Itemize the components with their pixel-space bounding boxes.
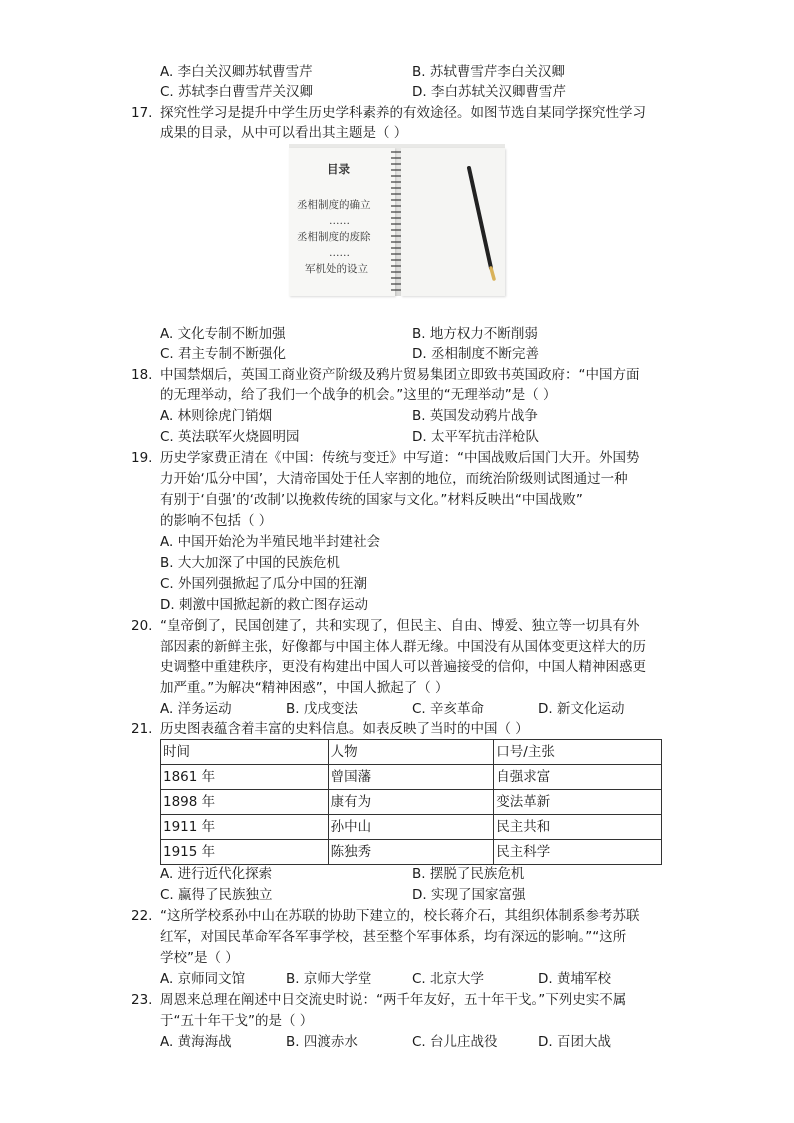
q19-stem-line2: 力开始‘瓜分中国’，大清帝国处于任人宰割的地位，而统治阶级则试图通过一种 (160, 471, 628, 487)
q19-option-c[interactable]: C. 外国列强掀起了瓜分中国的狂潮 (160, 576, 368, 592)
q16-option-d[interactable]: D. 李白苏轼关汉卿曹雪芹 (412, 84, 566, 100)
q17-number: 17. (131, 105, 153, 121)
q22-stem-line3: 学校”是（ ） (160, 950, 239, 966)
q19-number: 19. (131, 450, 153, 466)
notebook-ellipsis-1: …… (329, 215, 350, 227)
q17-stem-line1: 探究性学习是提升中学生历史学科素养的有效途径。如图节选自某同学探究性学习 (160, 105, 646, 121)
spiral-binding-icon (388, 146, 404, 296)
notebook-ellipsis-2: …… (329, 247, 350, 259)
q23-stem-line1: 周恩来总理在阐述中日交流史时说：“两千年友好，五十年干戈。”下列史实不属 (160, 992, 627, 1008)
table-row (161, 815, 662, 840)
q21-option-b[interactable]: B. 摆脱了民族危机 (412, 866, 525, 882)
q22-option-b[interactable]: B. 京师大学堂 (286, 971, 372, 987)
q23-option-a[interactable]: A. 黄海海战 (160, 1034, 232, 1050)
q21-option-a[interactable]: A. 进行近代化探索 (160, 866, 273, 882)
table-cell: 自强求富 (494, 765, 662, 790)
q22-option-c[interactable]: C. 北京大学 (412, 971, 485, 987)
q16-option-c[interactable]: C. 苏轼李白曹雪芹关汉卿 (160, 84, 314, 100)
q21-stem-line1: 历史图表蕴含着丰富的史料信息。如表反映了当时的中国（ ） (160, 721, 529, 737)
q23-option-c[interactable]: C. 台儿庄战役 (412, 1034, 498, 1050)
table-header-cell: 口号/主张 (494, 740, 662, 765)
table-cell: 康有为 (328, 790, 494, 815)
q21-option-d[interactable]: D. 实现了国家富强 (412, 887, 526, 903)
q17-stem-line2: 成果的目录，从中可以看出其主题是（ ） (160, 125, 408, 141)
table-cell: 1911 年 (161, 815, 329, 840)
q20-option-d[interactable]: D. 新文化运动 (538, 701, 625, 717)
q17-option-a[interactable]: A. 文化专制不断加强 (160, 326, 286, 342)
table-cell: 1861 年 (161, 765, 329, 790)
q22-option-a[interactable]: A. 京师同文馆 (160, 971, 246, 987)
q22-option-d[interactable]: D. 黄埔军校 (538, 971, 611, 987)
table-row (161, 840, 662, 865)
q20-stem-line1: “皇帝倒了，民国创建了，共和实现了，但民主、自由、博爱、独立等一切具有外 (160, 618, 640, 634)
q18-option-d[interactable]: D. 太平军抗击洋枪队 (412, 429, 539, 445)
table-cell: 变法革新 (494, 790, 662, 815)
table-cell: 孙中山 (328, 815, 494, 840)
q20-stem-line2: 部因素的新鲜主张，好像都与中国主体人群无缘。中国没有从国体变更这样大的历 (160, 639, 646, 655)
q20-stem-line3: 史调整中重建秩序，更没有构建出中国人可以普遍接受的信仰，中国人精神困惑更 (160, 659, 646, 675)
table-cell: 1915 年 (161, 840, 329, 865)
q19-option-b[interactable]: B. 大大加深了中国的民族危机 (160, 555, 340, 571)
q18-option-c[interactable]: C. 英法联军火烧圆明园 (160, 429, 300, 445)
q18-number: 18. (131, 367, 153, 383)
table-header-row (161, 740, 662, 765)
q21-table (160, 739, 662, 865)
q23-number: 23. (131, 992, 153, 1008)
notebook-item-2: 丞相制度的废除 (297, 231, 371, 243)
q18-option-a[interactable]: A. 林则徐虎门销烟 (160, 408, 273, 424)
q19-stem-line3: 有别于‘自强’的‘改制’以挽救传统的国家与文化。”材料反映出“中国战败” (160, 492, 583, 508)
table-cell: 陈独秀 (328, 840, 494, 865)
notebook-item-3: 军机处的设立 (305, 263, 368, 275)
q22-stem-line1: “这所学校系孙中山在苏联的协助下建立的，校长蒋介石，其组织体制系参考苏联 (160, 908, 640, 924)
pencil-icon (465, 164, 499, 282)
q20-option-b[interactable]: B. 戊戌变法 (286, 701, 358, 717)
q20-number: 20. (131, 618, 153, 634)
q20-option-a[interactable]: A. 洋务运动 (160, 701, 232, 717)
q16-option-a[interactable]: A. 李白关汉卿苏轼曹雪芹 (160, 64, 313, 80)
notebook-title: 目录 (327, 162, 350, 176)
q19-stem-line1: 历史学家费正清在《中国：传统与变迁》中写道：“中国战败后国门大开。外国势 (160, 450, 640, 466)
q20-stem-line4: 加严重。”为解决“精神困惑”，中国人掀起了（ ） (160, 680, 449, 696)
table-cell: 民主共和 (494, 815, 662, 840)
q19-option-a[interactable]: A. 中国开始沦为半殖民地半封建社会 (160, 534, 381, 550)
table-header-cell: 人物 (328, 740, 494, 765)
table-row (161, 765, 662, 790)
q22-number: 22. (131, 908, 153, 924)
table-cell: 曾国藩 (328, 765, 494, 790)
q20-option-c[interactable]: C. 辛亥革命 (412, 701, 485, 717)
q22-stem-line2: 红军，对国民革命军各军事学校，甚至整个军事体系，均有深远的影响。”“这所 (160, 929, 627, 945)
q23-stem-line2: 于“五十年干戈”的是（ ） (160, 1013, 314, 1029)
q17-option-b[interactable]: B. 地方权力不断削弱 (412, 326, 538, 342)
q19-stem-line4: 的影响不包括（ ） (160, 513, 273, 529)
table-row (161, 790, 662, 815)
table-header-cell: 时间 (161, 740, 329, 765)
q23-option-b[interactable]: B. 四渡赤水 (286, 1034, 358, 1050)
q21-option-c[interactable]: C. 赢得了民族独立 (160, 887, 273, 903)
q17-option-c[interactable]: C. 君主专制不断强化 (160, 346, 287, 362)
notebook-left-page (289, 148, 395, 296)
notebook-item-1: 丞相制度的确立 (297, 199, 371, 211)
q18-option-b[interactable]: B. 英国发动鸦片战争 (412, 408, 538, 424)
q18-stem-line1: 中国禁烟后，英国工商业资产阶级及鸦片贸易集团立即致书英国政府：“中国方面 (160, 367, 640, 383)
q18-stem-line2: 的无理举动，给了我们一个战争的机会。”这里的“无理举动”是（ ） (160, 387, 557, 403)
q17-option-d[interactable]: D. 丞相制度不断完善 (412, 346, 539, 362)
q17-notebook-image (289, 144, 505, 296)
q21-number: 21. (131, 721, 153, 737)
q16-option-b[interactable]: B. 苏轼曹雪芹李白关汉卿 (412, 64, 565, 80)
table-cell: 1898 年 (161, 790, 329, 815)
q19-option-d[interactable]: D. 刺激中国掀起新的救亡图存运动 (160, 597, 368, 613)
table-cell: 民主科学 (494, 840, 662, 865)
q23-option-d[interactable]: D. 百团大战 (538, 1034, 611, 1050)
